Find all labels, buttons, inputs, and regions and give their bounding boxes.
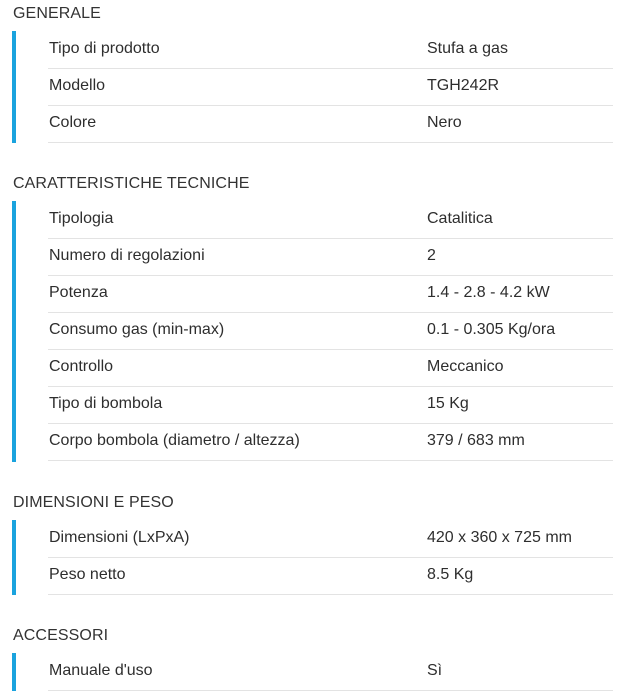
spec-value: Stufa a gas [427,40,508,57]
spec-table [12,520,613,595]
spec-value: 379 / 683 mm [427,432,525,449]
section-title: ACCESSORI [13,627,109,644]
spec-value: 1.4 - 2.8 - 4.2 kW [427,284,550,301]
spec-row [48,557,613,595]
spec-value: Catalitica [427,210,493,227]
spec-label: Tipo di prodotto [49,40,160,57]
spec-row [48,653,613,691]
spec-value: 420 x 360 x 725 mm [427,529,572,546]
spec-label: Colore [49,114,97,131]
spec-row [48,386,613,424]
spec-row [48,201,613,239]
spec-value: 8.5 Kg [427,566,474,583]
spec-label: Tipologia [49,210,114,227]
spec-row [48,520,613,558]
section-accent-bar [12,520,16,595]
spec-label: Peso netto [49,566,126,583]
spec-value: 0.1 - 0.305 Kg/ora [427,321,556,338]
section-accent-bar [12,653,16,691]
spec-row [48,349,613,387]
section-accent-bar [12,31,16,143]
spec-value: Nero [427,114,462,131]
spec-label: Controllo [49,358,114,375]
section-title: DIMENSIONI E PESO [13,494,174,511]
spec-label: Corpo bombola (diametro / altezza) [49,432,300,449]
spec-row [48,238,613,276]
spec-label: Modello [49,77,106,94]
spec-value: Sì [427,662,443,679]
spec-row [48,68,613,106]
spec-row [48,423,613,461]
spec-row [48,312,613,350]
spec-value: Meccanico [427,358,504,375]
spec-value: TGH242R [427,77,500,94]
spec-label: Consumo gas (min-max) [49,321,225,338]
spec-row [48,275,613,313]
spec-table [12,201,613,462]
section-title: GENERALE [13,5,101,22]
spec-label: Tipo di bombola [49,395,163,412]
spec-table [12,31,613,143]
spec-label: Numero di regolazioni [49,247,205,264]
spec-row [48,105,613,143]
spec-row [48,31,613,69]
section-title: CARATTERISTICHE TECNICHE [13,175,250,192]
spec-table [12,653,613,691]
spec-label: Potenza [49,284,108,301]
section-accent-bar [12,201,16,462]
spec-label: Dimensioni (LxPxA) [49,529,190,546]
spec-value: 2 [427,247,436,264]
spec-value: 15 Kg [427,395,469,412]
spec-label: Manuale d'uso [49,662,153,679]
